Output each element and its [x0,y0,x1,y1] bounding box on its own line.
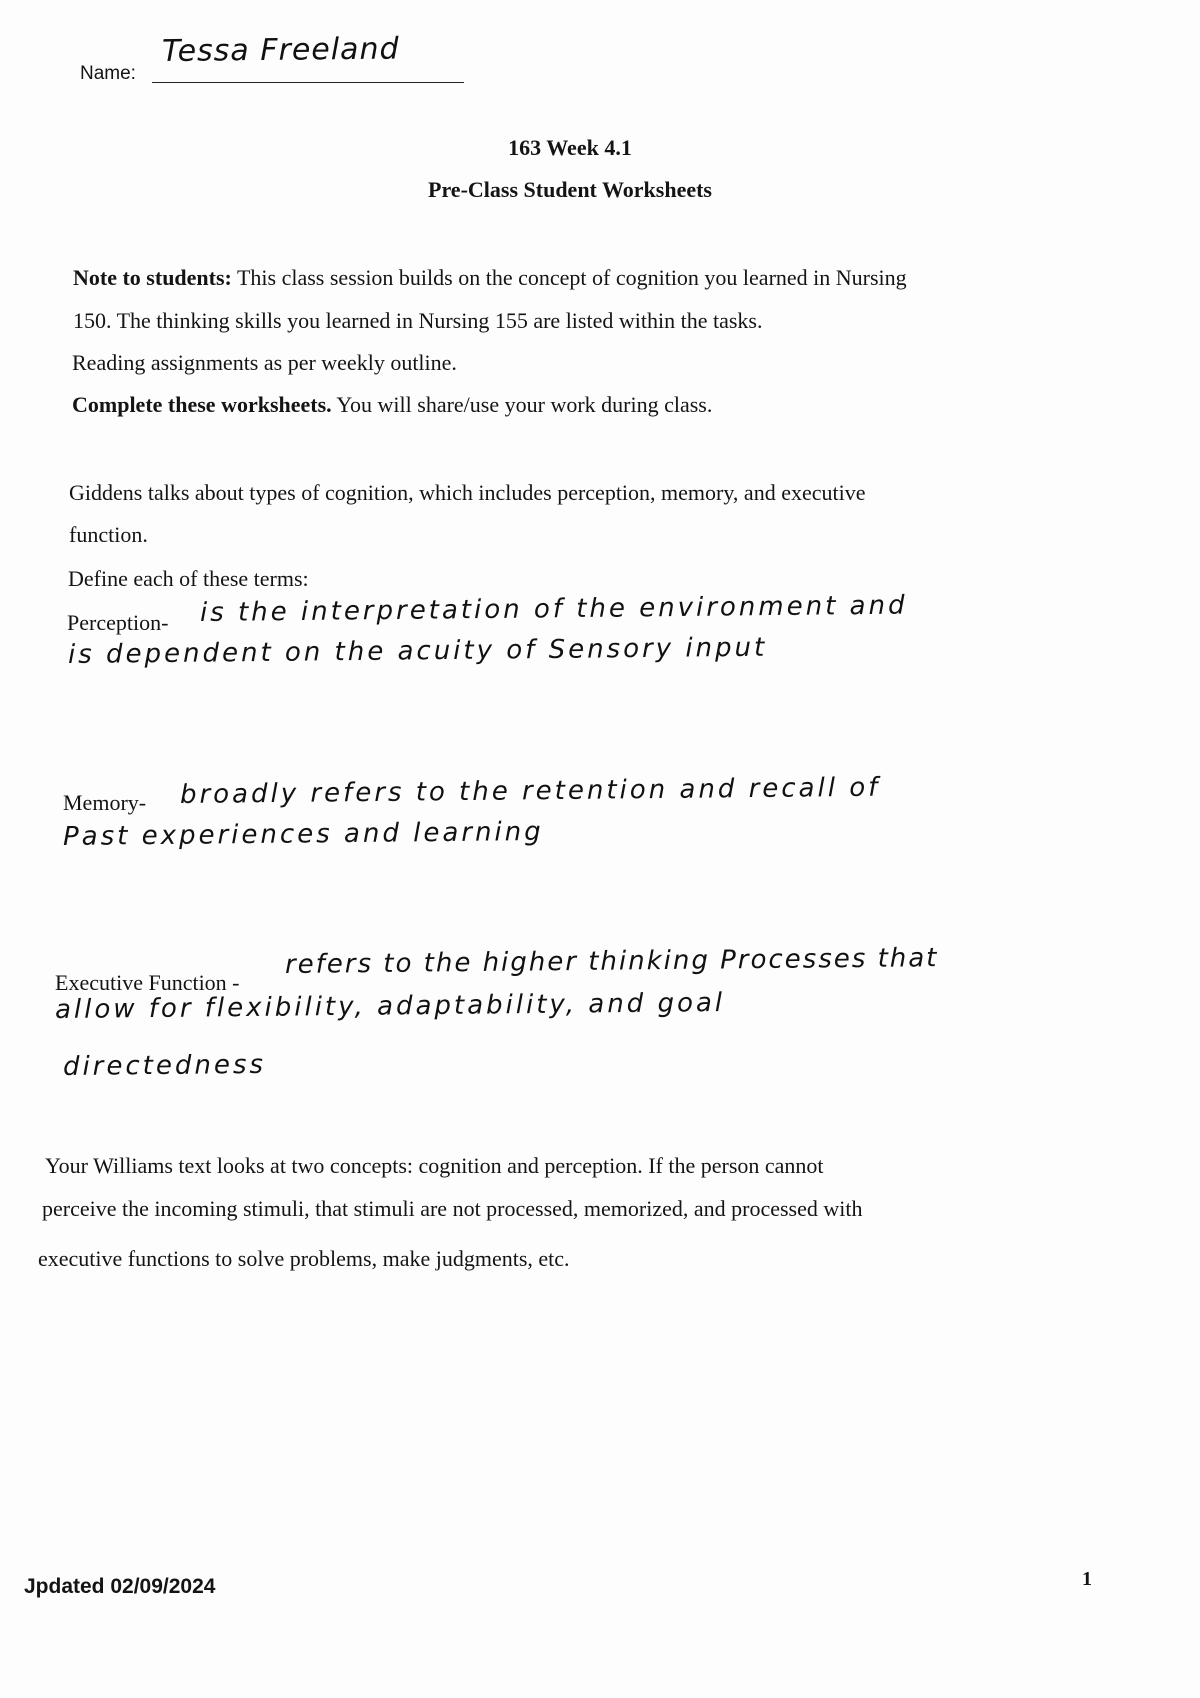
executive-answer-line-3: directedness [62,1049,267,1082]
williams-line-3: executive functions to solve problems, make judgments, etc. [38,1246,570,1271]
note-line-3: Reading assignments as per weekly outline. [72,350,457,375]
giddens-line-1: Giddens talks about types of cognition, which includes perception, memory, and executive [69,480,866,505]
note-line-2: 150. The thinking skills you learned in Nursing 155 are listed within the tasks. [73,308,763,333]
perception-answer-line-2: is dependent on the acuity of Sensory input [67,632,768,670]
memory-answer-line-2: Past experiences and learning [62,816,544,852]
complete-instruction: Complete these worksheets. [72,392,332,417]
williams-line-1: Your Williams text looks at two concepts: cognition and perception. If the person cannot [45,1153,824,1178]
perception-label: Perception- [67,610,169,635]
name-value: Tessa Freeland [161,31,400,69]
page-number: 1 [1082,1568,1092,1590]
executive-answer-line-2: allow for flexibility, adaptability, and goal [54,987,726,1025]
giddens-line-2: function. [69,522,148,547]
define-prompt: Define each of these terms: [68,566,309,591]
note-line-4 [72,392,712,418]
williams-line-2: perceive the incoming stimuli, that stimuli are not processed, memorized, and processed with [42,1196,863,1221]
name-underline [152,82,464,83]
page-subtitle: Pre-Class Student Worksheets [428,177,712,202]
note-text: This class session builds on the concept of cognition you learned in Nursing [231,265,907,290]
memory-answer-line-1: broadly refers to the retention and recall of [179,772,881,810]
memory-label: Memory- [63,790,147,815]
updated-date: Jpdated 02/09/2024 [24,1575,216,1598]
note-label: Note to students: [73,265,232,290]
executive-answer-line-1: refers to the higher thinking Processes that [284,943,939,980]
name-label: Name: [80,63,136,84]
note-line-1 [73,265,907,291]
perception-answer-line-1: is the interpretation of the environment and [199,590,908,628]
complete-instruction-rest: You will share/use your work during class. [331,392,713,417]
executive-function-label: Executive Function - [55,970,240,995]
page-title: 163 Week 4.1 [508,135,632,160]
